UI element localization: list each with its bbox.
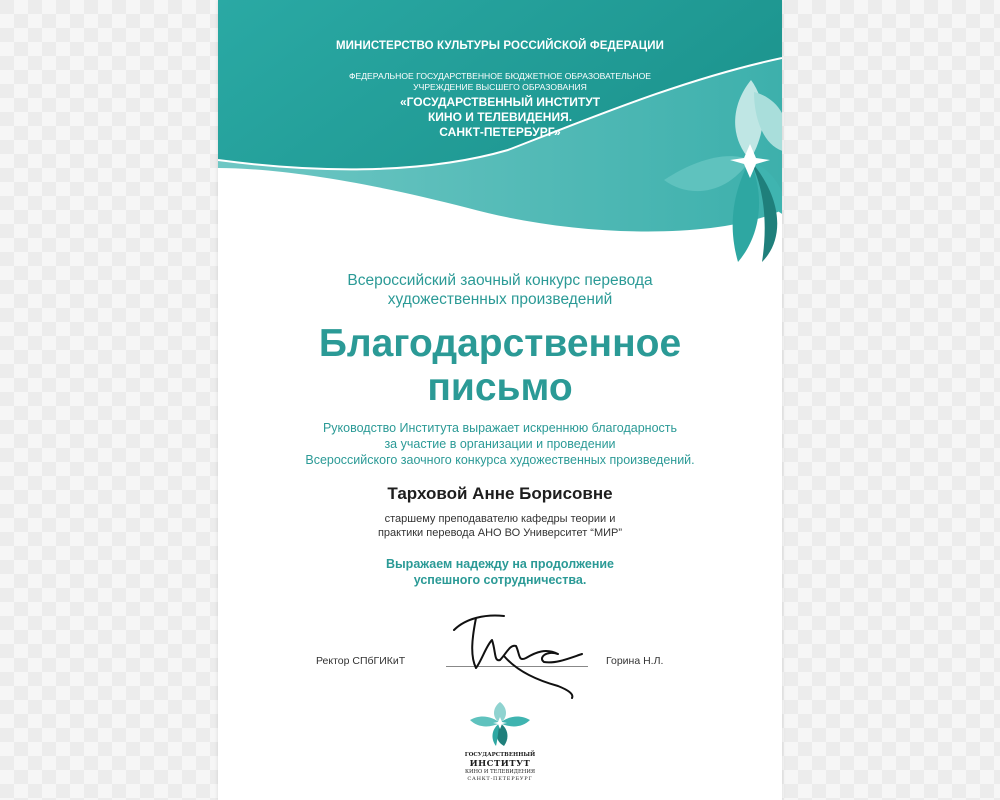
institute-name [218,95,782,140]
logo-line: САНКТ-ПЕТЕРБУРГ [467,776,533,782]
logo-line: ГОСУДАРСТВЕННЫЙ [464,752,536,758]
hope-line: успешного сотрудничества. [413,573,587,587]
logo-line: ИНСТИТУТ [469,759,531,769]
position-line: старшему преподавателю кафедры теории и [384,513,616,525]
federal-line: ФЕДЕРАЛЬНОЕ ГОСУДАРСТВЕННОЕ БЮДЖЕТНОЕ ОБРАЗОВАТЕЛЬНОЕ [348,71,652,81]
body-line: Руководство Института выражает искреннюю благодарность [322,421,678,435]
recipient-name: Тарховой Анне Борисовне [387,484,613,503]
institute-line: «ГОСУДАРСТВЕННЫЙ ИНСТИТУТ [399,95,601,109]
institute-line: КИНО И ТЕЛЕВИДЕНИЯ. [427,110,573,124]
title-line: Благодарственное [318,322,682,365]
hope-line: Выражаем надежду на продолжение [385,557,615,571]
contest-line: Всероссийский заочный конкурс перевода [347,272,653,289]
contest-name [218,271,782,309]
signatory-name: Горина Н.Л. [606,655,664,667]
position-line: практики перевода АНО ВО Университет “МИР” [377,527,623,539]
body-line: за участие в организации и проведении [384,437,616,451]
logo-line: КИНО И ТЕЛЕВИДЕНИЯ [464,769,536,775]
federal-institution-caption [218,71,782,93]
recipient-position [218,512,782,540]
petal-star-logo-icon [468,698,532,748]
title-line: письмо [427,366,573,409]
letter-title [218,322,782,410]
gratitude-text [218,420,782,468]
cooperation-wish [218,556,782,588]
certificate-sheet [218,0,782,800]
institute-line: САНКТ-ПЕТЕРБУРГ» [439,125,561,139]
footer-logo-text [450,752,550,783]
contest-line: художественных произведений [387,291,613,308]
handwritten-signature [446,600,606,700]
ministry-heading: МИНИСТЕРСТВО КУЛЬТУРЫ РОССИЙСКОЙ ФЕДЕРАЦИИ [336,40,664,52]
federal-line: УЧРЕЖДЕНИЕ ВЫСШЕГО ОБРАЗОВАНИЯ [413,82,587,92]
signatory-title: Ректор СПбГИКиТ [316,655,406,667]
body-line: Всероссийского заочного конкурса художественных произведений. [305,453,695,467]
